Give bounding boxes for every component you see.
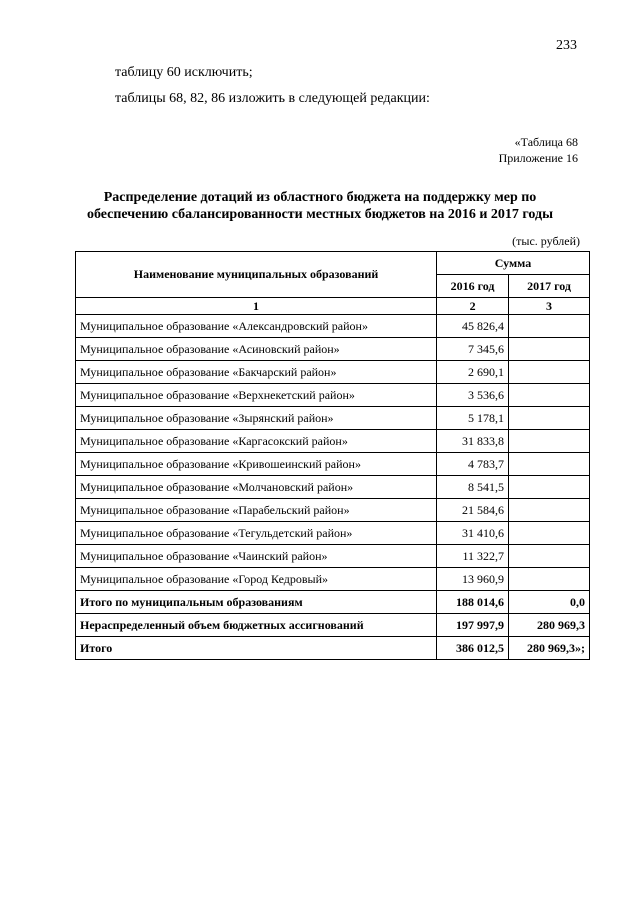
column-header-name: Наименование муниципальных образований (76, 252, 437, 298)
row-value-2017 (509, 568, 590, 591)
intro-line-1: таблицу 60 исключить; (115, 65, 253, 80)
row-value-2016: 13 960,9 (437, 568, 509, 591)
total-municipal-label: Итого по муниципальным образованиям (76, 591, 437, 614)
row-name: Муниципальное образование «Тегульдетский район» (76, 522, 437, 545)
row-value-2016: 31 410,6 (437, 522, 509, 545)
row-value-2017 (509, 338, 590, 361)
row-value-2017 (509, 545, 590, 568)
row-name: Муниципальное образование «Кривошеинский район» (76, 453, 437, 476)
grand-total-row (76, 637, 590, 660)
units-label: (тыс. рублей) (512, 234, 580, 248)
row-value-2017 (509, 522, 590, 545)
grand-total-2017: 280 969,3»; (509, 637, 590, 660)
table-heading-line-1: Распределение дотаций из областного бюджета на поддержку мер по (103, 190, 537, 205)
row-value-2016: 2 690,1 (437, 361, 509, 384)
row-value-2016: 7 345,6 (437, 338, 509, 361)
table-row (76, 568, 590, 591)
row-value-2017 (509, 499, 590, 522)
grand-total-2016: 386 012,5 (437, 637, 509, 660)
row-name: Муниципальное образование «Молчановский район» (76, 476, 437, 499)
total-municipal-2017: 0,0 (509, 591, 590, 614)
row-name: Муниципальное образование «Александровский район» (76, 315, 437, 338)
unallocated-label: Нераспределенный объем бюджетных ассигнований (76, 614, 437, 637)
column-header-sum: Сумма (437, 252, 590, 275)
row-name: Муниципальное образование «Верхнекетский район» (76, 384, 437, 407)
column-index-2: 2 (437, 298, 509, 315)
row-value-2017 (509, 384, 590, 407)
budget-table (75, 251, 590, 660)
row-value-2017 (509, 407, 590, 430)
row-value-2017 (509, 430, 590, 453)
row-name: Муниципальное образование «Зырянский район» (76, 407, 437, 430)
row-value-2016: 31 833,8 (437, 430, 509, 453)
table-row (76, 499, 590, 522)
row-value-2017 (509, 361, 590, 384)
table-row (76, 384, 590, 407)
row-value-2017 (509, 453, 590, 476)
row-name: Муниципальное образование «Чаинский район» (76, 545, 437, 568)
column-index-3: 3 (509, 298, 590, 315)
row-value-2017 (509, 315, 590, 338)
row-value-2016: 45 826,4 (437, 315, 509, 338)
row-value-2016: 5 178,1 (437, 407, 509, 430)
unallocated-2017: 280 969,3 (509, 614, 590, 637)
column-header-2017: 2017 год (509, 275, 590, 298)
total-municipal-2016: 188 014,6 (437, 591, 509, 614)
row-value-2016: 21 584,6 (437, 499, 509, 522)
total-municipal-row (76, 591, 590, 614)
row-name: Муниципальное образование «Парабельский район» (76, 499, 437, 522)
column-index-1: 1 (76, 298, 437, 315)
table-heading (60, 189, 580, 223)
row-name: Муниципальное образование «Бакчарский район» (76, 361, 437, 384)
table-row (76, 338, 590, 361)
appendix-number: Приложение 16 (498, 151, 578, 165)
row-name: Муниципальное образование «Асиновский район» (76, 338, 437, 361)
page-number: 233 (556, 38, 577, 53)
table-row (76, 407, 590, 430)
row-value-2016: 11 322,7 (437, 545, 509, 568)
table-row (76, 361, 590, 384)
row-value-2016: 8 541,5 (437, 476, 509, 499)
unallocated-row (76, 614, 590, 637)
table-row (76, 476, 590, 499)
unallocated-2016: 197 997,9 (437, 614, 509, 637)
table-row (76, 453, 590, 476)
table-number: «Таблица 68 (514, 135, 578, 149)
table-heading-line-2: обеспечению сбалансированности местных бюджетов на 2016 и 2017 годы (86, 207, 554, 222)
table-row (76, 522, 590, 545)
row-value-2016: 3 536,6 (437, 384, 509, 407)
column-header-2016: 2016 год (437, 275, 509, 298)
intro-line-2: таблицы 68, 82, 86 изложить в следующей редакции: (115, 91, 430, 106)
table-row (76, 315, 590, 338)
row-name: Муниципальное образование «Город Кедровый» (76, 568, 437, 591)
grand-total-label: Итого (76, 637, 437, 660)
table-row (76, 545, 590, 568)
table-row (76, 430, 590, 453)
row-value-2016: 4 783,7 (437, 453, 509, 476)
row-name: Муниципальное образование «Каргасокский район» (76, 430, 437, 453)
row-value-2017 (509, 476, 590, 499)
